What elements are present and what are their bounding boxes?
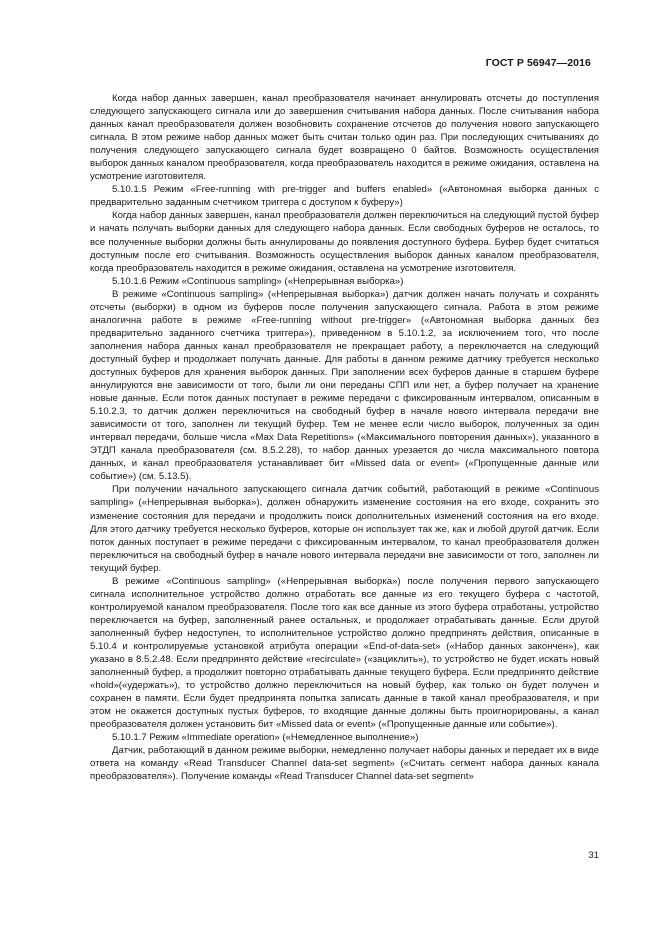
paragraph: Когда набор данных завершен, канал преобразователя должен переключиться на следующий пустой буфер и начать получать выборки данных для следующего набора данных. Если свободных буферов не осталось, то все полученные выборки должны быть аннулированы до появления доступного буфера. Буфер будет считаться доступным после его считывания. Возможность осуществления выборок данных каналом преобразователя, когда преобразователь находится в режиме ожидания, оставлена на усмотрение изготовителя. <box>90 210 599 274</box>
page-number: 31 <box>588 850 599 861</box>
body-text <box>90 92 599 783</box>
paragraph: При получении начального запускающего сигнала датчик событий, работающий в режиме «Continuous sampling» («Непрерывная выборка»), должен обнаружить изменение состояния на его входе, сохранить это изменение состояния для передачи и продолжить поиск дополнительных изменений состояния на его входе. Для этого датчику требуется несколько буферов, которые он использует так же, как и любой другой датчик. Если поток данных поступает в режиме передачи с фиксированным интервалом, то канал преобразователя должен переключиться на свободный буфер в начале нового интервала передачи вне зависимости от того, заполнен ли текущий буфер. <box>90 484 599 574</box>
section-heading-5-10-1-6: 5.10.1.6 Режим «Continuous sampling» («Непрерывная выборка») <box>112 275 404 287</box>
paragraph: Когда набор данных завершен, канал преобразователя начинает аннулировать отсчеты до поступления следующего запускающего сигнала или до завершения считывания набора данных. После считывания набора данных канал преобразователя должен возобновить сохранение отсчетов до получения нового запускающего сигнала. В этом режиме набор данных может быть считан только один раз. При последующих считываниях до получения следующего запускающего сигнала будет возвращено 0 байтов. Возможность осуществления выборок данных каналом преобразователя, когда преобразователь находится в режиме ожидания, оставлена на усмотрение изготовителя. <box>90 93 599 183</box>
section-heading-5-10-1-5: 5.10.1.5 Режим «Free-running with pre-trigger and buffers enabled» («Автономная выборка данных с предварительно заданным счетчиком триггера с доступом к буферу») <box>90 184 599 209</box>
paragraph: В режиме «Continuous sampling» («Непрерывная выборка») датчик должен начать получать и сохранять отсчеты (выборки) в одном из буферов после получения запускающего сигнала. Работа в этом режиме аналогична работе в режиме «Free-running without pre-trigger» («Автономная выборка данных без предварительно заданного счетчика триггера»), приведенном в 5.10.1.2, за исключением того, что после заполнения набора данных канал преобразователя не прекращает работу, а переключается на следующий доступный буфер и продолжает получать данные. Для работы в данном режиме датчику требуется несколько доступных буферов для хранения выборок данных. При заполнении всех буферов данные в старшем буфере аннулируются вне зависимости от того, были ли они переданы СПП или нет, а буфер получает на хранение новые данные. Если поток данных поступает в режиме передачи с фиксированным интервалом, описанным в 5.10.2.3, то датчик должен переключиться на свободный буфер в начале нового интервала передачи вне зависимости от того, заполнен ли текущий буфер. Тем не менее если число выборок, полученных за один интервал передачи, больше числа «Max Data Repetitions» («Максимального повторения данных»), указанного в ЭТДП канала преобразователя (см. 8.5.2.28), то набор данных урезается до числа максимального повтора данных, и канал преобразователя устанавливает бит «Missed data or event» («Пропущенные данные или событие») (см. 5.13.5). <box>90 288 599 483</box>
section-heading-5-10-1-7: 5.10.1.7 Режим «Immediate operation» («Немедленное выполнение») <box>112 732 419 744</box>
paragraph: Датчик, работающий в данном режиме выборки, немедленно получает наборы данных и передает их в виде ответа на команду «Read Transducer Channel data-set segment» («Считать сегмент набора данных канала преобразователя»). Получение команды «Read Transducer Channel data-set segment» <box>90 745 599 783</box>
standard-id: ГОСТ Р 56947—2016 <box>485 57 591 69</box>
paragraph: В режиме «Continuous sampling» («Непрерывная выборка») после получения первого запускающего сигнала исполнительное устройство должно отработать все данные из его текущего буфера с частотой, контролируемой каналом преобразователя. После того как все данные из этого буфера отработаны, устройство переключается на буфер, заполненный ранее остальных, и продолжает отрабатывать данные. Если другой заполненный буфер недоступен, то исполнительное устройство должно предпринять действия, описанные в 5.10.4 и контролируемые установкой атрибута операции «End-of-data-set» («Набор данных закончен»), как указано в 8.5.2.48. Если предпринято действие «recirculate» («зациклить»), то устройство не будет искать новый заполненный буфер, а продолжит повторно отрабатывать данные текущего буфера. Если предпринято действие «hold»(«удержать»), то устройство должно переключиться на новый буфер, как только он будет получен и сохранен в памяти. Если будет предпринята попытка записать данные в такой канал преобразователя, и при этом не окажется доступных пустых буферов, то входящие данные должны быть проигнорированы, а канал преобразователя должен установить бит «Missed data or event» («Пропущенные данные или событие»). <box>90 575 599 731</box>
